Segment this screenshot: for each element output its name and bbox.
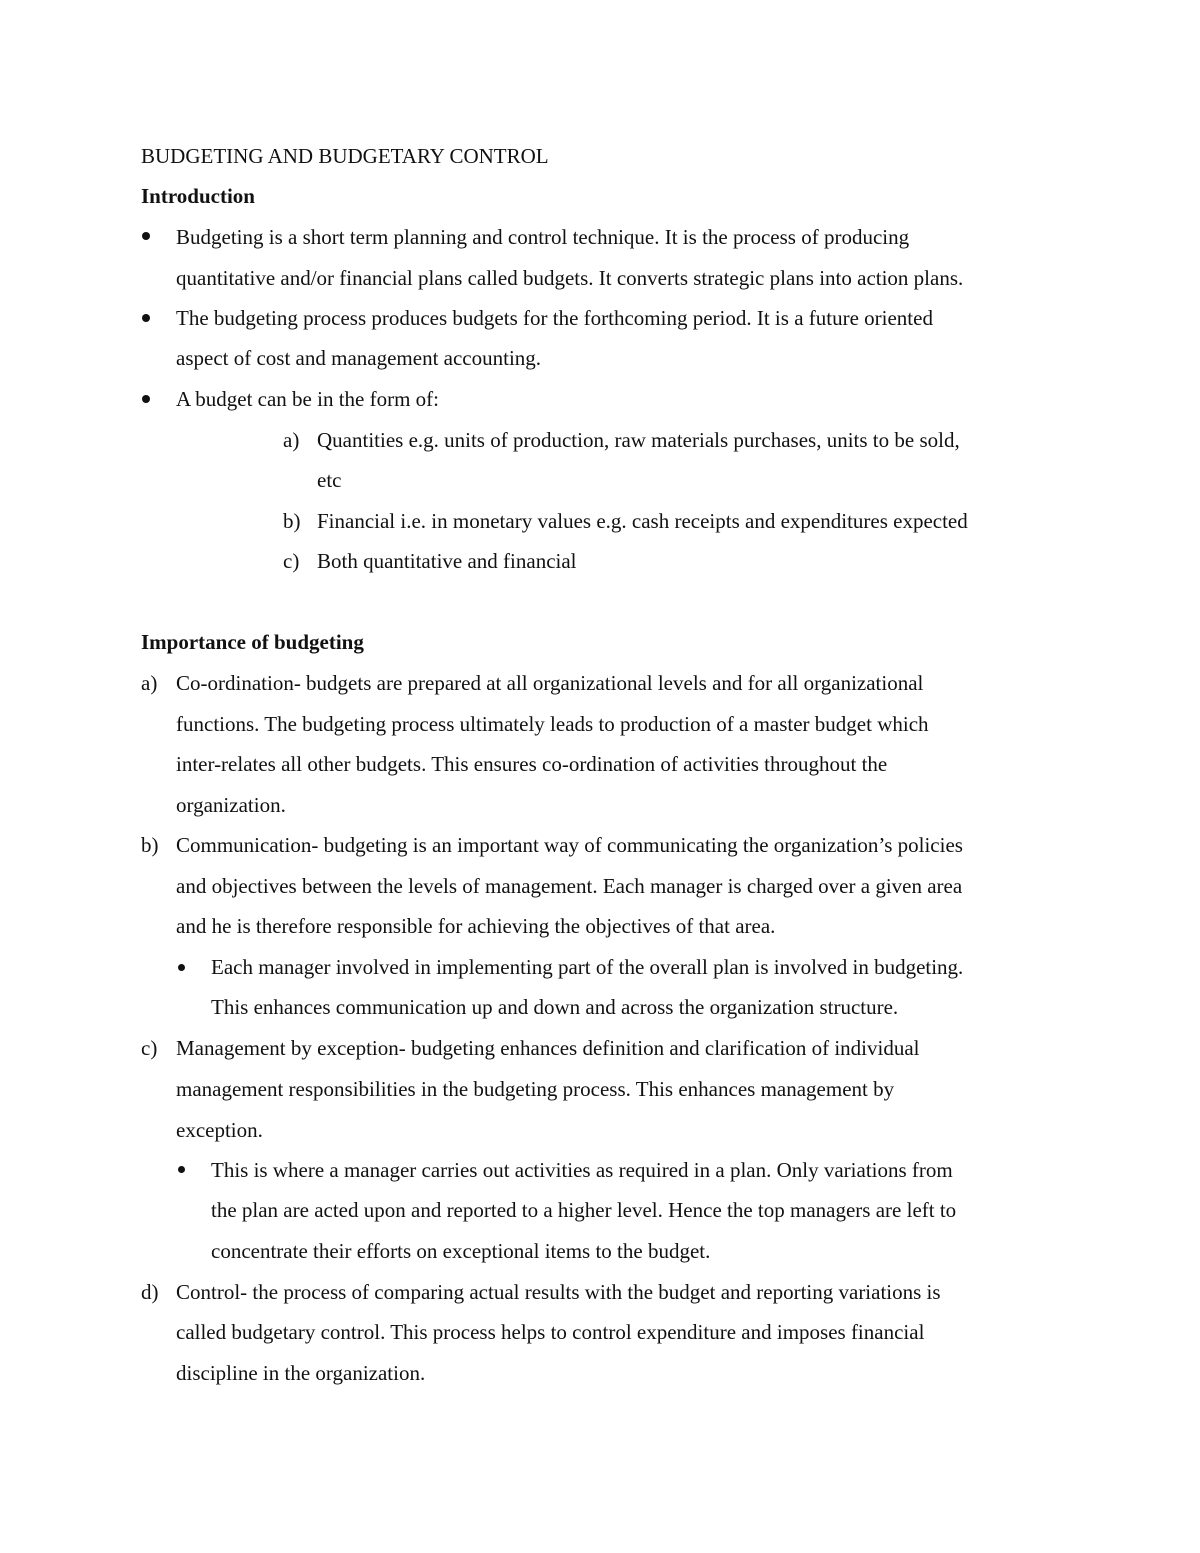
importance-c-line-1: Management by exception- budgeting enhances definition and clarification of individual	[176, 1036, 920, 1060]
form-b-marker: b)	[283, 509, 301, 533]
bullet-icon	[142, 232, 150, 240]
importance-b-sub-line-1: Each manager involved in implementing part of the overall plan is involved in budgeting.	[211, 955, 964, 979]
importance-b-marker: b)	[141, 833, 159, 857]
form-a-line-2: etc	[317, 468, 342, 492]
importance-a-line-3: inter-relates all other budgets. This ensures co-ordination of activities throughout the	[176, 752, 888, 776]
importance-a-line-4: organization.	[176, 793, 286, 817]
importance-heading: Importance of budgeting	[141, 630, 364, 654]
importance-b-sub-line-2: This enhances communication up and down and across the organization structure.	[211, 995, 899, 1019]
form-b-line-1: Financial i.e. in monetary values e.g. cash receipts and expenditures expected	[317, 509, 968, 533]
bullet-icon	[178, 964, 185, 971]
form-c-marker: c)	[283, 549, 300, 573]
importance-c-line-2: management responsibilities in the budgeting process. This enhances management by	[176, 1077, 895, 1101]
bullet-icon	[178, 1166, 185, 1173]
importance-d-line-1: Control- the process of comparing actual results with the budget and reporting variations is	[176, 1280, 941, 1304]
bullet-icon	[142, 314, 150, 322]
importance-c-sub-line-3: concentrate their efforts on exceptional items to the budget.	[211, 1239, 711, 1263]
intro-bullet-1-line-1: Budgeting is a short term planning and control technique. It is the process of producing	[176, 225, 910, 249]
importance-a-line-1: Co-ordination- budgets are prepared at all organizational levels and for all organizational	[176, 671, 924, 695]
importance-c-sub-line-2: the plan are acted upon and reported to a higher level. Hence the top managers are left to	[211, 1198, 957, 1222]
importance-a-line-2: functions. The budgeting process ultimately leads to production of a master budget which	[176, 712, 929, 736]
intro-bullet-3-line-1: A budget can be in the form of:	[176, 387, 440, 411]
importance-d-line-2: called budgetary control. This process helps to control expenditure and imposes financial	[176, 1320, 925, 1344]
intro-bullet-2-line-2: aspect of cost and management accounting.	[176, 346, 542, 370]
importance-d-line-3: discipline in the organization.	[176, 1361, 426, 1385]
importance-c-line-3: exception.	[176, 1118, 263, 1142]
importance-d-marker: d)	[141, 1280, 159, 1304]
document-title: BUDGETING AND BUDGETARY CONTROL	[141, 144, 549, 168]
importance-b-line-1: Communication- budgeting is an important way of communicating the organization’s policies	[176, 833, 963, 857]
importance-c-marker: c)	[141, 1036, 158, 1060]
form-a-line-1: Quantities e.g. units of production, raw materials purchases, units to be sold,	[317, 428, 960, 452]
intro-bullet-1-line-2: quantitative and/or financial plans called budgets. It converts strategic plans into action plans.	[176, 266, 964, 290]
intro-bullet-2-line-1: The budgeting process produces budgets for the forthcoming period. It is a future oriented	[176, 306, 933, 330]
form-c-line-1: Both quantitative and financial	[317, 549, 577, 573]
importance-b-line-3: and he is therefore responsible for achieving the objectives of that area.	[176, 914, 776, 938]
form-a-marker: a)	[283, 428, 300, 452]
importance-a-marker: a)	[141, 671, 158, 695]
importance-c-sub-line-1: This is where a manager carries out activities as required in a plan. Only variations from	[211, 1158, 953, 1182]
bullet-icon	[142, 395, 150, 403]
importance-b-line-2: and objectives between the levels of management. Each manager is charged over a given area	[176, 874, 963, 898]
introduction-heading: Introduction	[141, 184, 255, 208]
